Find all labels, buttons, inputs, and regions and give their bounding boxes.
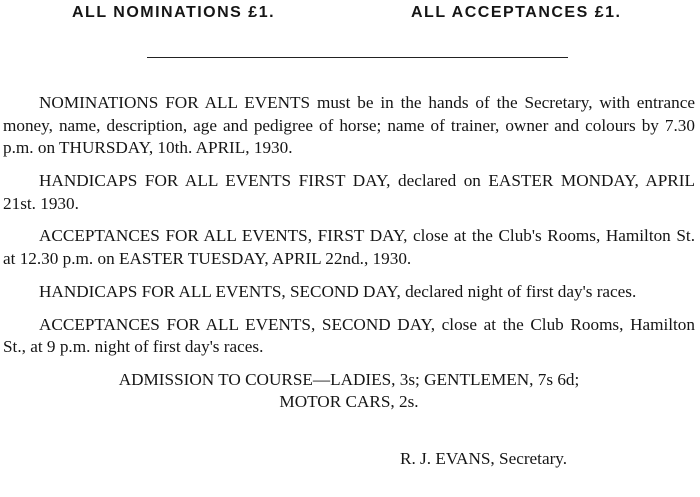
acceptances-second-day-paragraph: ACCEPTANCES FOR ALL EVENTS, SECOND DAY, close at the Club Rooms, Hamilton St., at 9 p.m. night of first day's races. [3, 314, 695, 357]
acceptances-first-day-paragraph: ACCEPTANCES FOR ALL EVENTS, FIRST DAY, close at the Club's Rooms, Hamilton St. at 12.30 p.m. on EASTER TUESDAY, APRIL 22nd., 1930. [3, 226, 695, 268]
handicaps-first-day-paragraph: HANDICAPS FOR ALL EVENTS FIRST DAY, declared on EASTER MONDAY, APRIL 21st. 1930. [3, 170, 695, 213]
handicaps-second-day-paragraph: HANDICAPS FOR ALL EVENTS, SECOND DAY, declared night of first day's races. [39, 281, 637, 301]
secretary-signature: R. J. EVANS, Secretary. [400, 449, 568, 468]
divider-rule [147, 57, 568, 58]
acceptances-fee-heading: ALL ACCEPTANCES £1. [411, 4, 622, 21]
header-row [0, 4, 700, 28]
nominations-fee-heading: ALL NOMINATIONS £1. [72, 4, 276, 21]
motor-cars-price: MOTOR CARS, 2s. [279, 391, 419, 411]
nominations-paragraph: NOMINATIONS FOR ALL EVENTS must be in the hands of the Secretary, with entrance money, name, description, age and pedigree of horse; name of trainer, owner and colours by 7.30 p.m. on THURSDAY, 10th. APRIL, 1930. [3, 93, 695, 158]
notice-body [3, 92, 695, 413]
admission-prices: ADMISSION TO COURSE—LADIES, 3s; GENTLEMEN, 7s 6d; [118, 369, 580, 389]
